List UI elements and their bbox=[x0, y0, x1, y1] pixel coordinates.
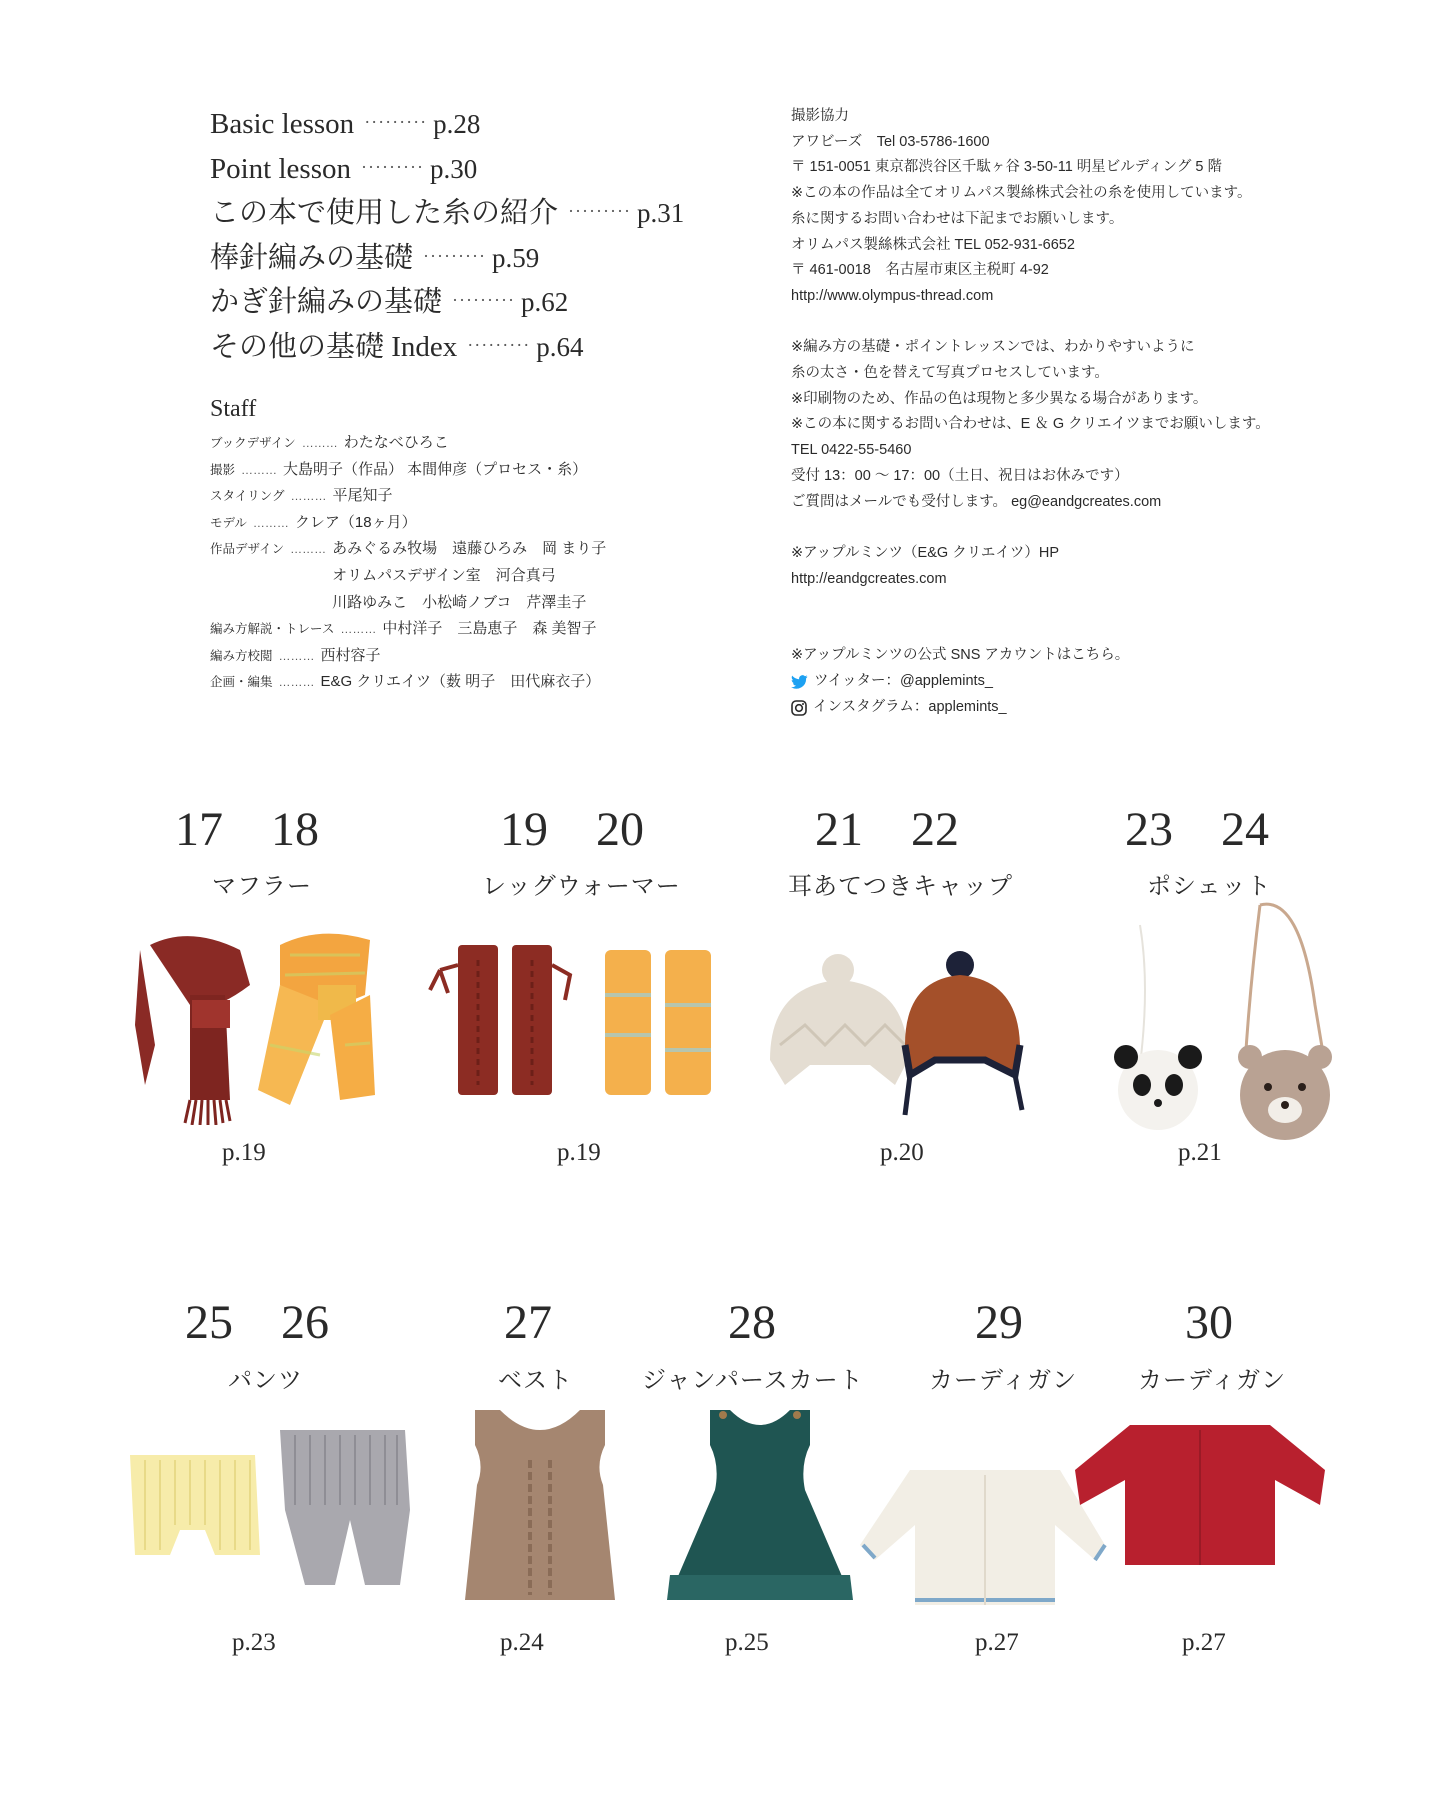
toc-label: Basic lesson bbox=[210, 108, 355, 140]
toc-entry[interactable] bbox=[210, 100, 770, 145]
toc-leader: ········· bbox=[364, 112, 428, 132]
info-line[interactable]: http://www.olympus-thread.com bbox=[791, 287, 994, 304]
toc-label: Point lesson bbox=[210, 152, 351, 185]
toc-page: p.30 bbox=[429, 153, 478, 184]
toc-page: p.28 bbox=[433, 109, 481, 139]
item-page-19-20: p.19 bbox=[557, 1139, 601, 1166]
toc-leader: ········· bbox=[467, 334, 531, 355]
info-line: 撮影協力 bbox=[791, 108, 849, 124]
item-number-17-18: 17 18 bbox=[175, 803, 320, 856]
item-title-pants: パンツ bbox=[228, 1367, 303, 1394]
staff-row bbox=[210, 536, 770, 616]
info-line: 〒 461-0018 名古屋市東区主税町 4-92 bbox=[791, 262, 1049, 279]
twitter-label: ツイッター：@applemints_ bbox=[814, 673, 993, 690]
instagram-label: インスタグラム：applemints_ bbox=[813, 698, 1007, 715]
toc-leader: ········· bbox=[568, 201, 631, 221]
toc-entry[interactable] bbox=[210, 145, 770, 190]
cream-cap bbox=[770, 954, 908, 1085]
toc-page: p.64 bbox=[536, 331, 584, 362]
staff-name: 川路ゆみこ 小松崎ノブコ 芹澤圭子 bbox=[332, 593, 587, 611]
staff-row bbox=[210, 483, 770, 510]
staff-names bbox=[321, 643, 381, 670]
toc-label: 棒針編みの基礎 bbox=[210, 241, 414, 274]
pochette-photo bbox=[1100, 865, 1350, 1140]
staff-list bbox=[210, 430, 770, 696]
item-page-23-24: p.21 bbox=[1178, 1139, 1222, 1166]
red-legwarmers bbox=[430, 945, 570, 1095]
photo-cooperation-block bbox=[791, 104, 1351, 310]
item-number-23-24: 23 24 bbox=[1125, 803, 1270, 856]
toc-label: この本で使用した糸の紹介 bbox=[210, 197, 559, 229]
item-title-muffler: マフラー bbox=[212, 873, 312, 900]
item-number-21-22: 21 22 bbox=[815, 803, 960, 856]
staff-role: 編み方解説・トレース bbox=[210, 622, 335, 637]
info-line: ※編み方の基礎・ポイントレッスンでは、わかりやすいように bbox=[791, 339, 1195, 356]
staff-names bbox=[332, 536, 606, 616]
staff-row bbox=[210, 643, 770, 670]
item-page-25-26: p.23 bbox=[232, 1629, 276, 1656]
staff-role: ブックデザイン bbox=[210, 436, 296, 450]
staff-name: 中村洋子 三島恵子 森 美智子 bbox=[382, 620, 597, 638]
vest-photo bbox=[455, 1405, 625, 1605]
staff-separator: ……… bbox=[290, 542, 327, 557]
item-number-27: 27 bbox=[504, 1296, 552, 1349]
staff-separator: ……… bbox=[278, 648, 315, 663]
info-line: ※この本に関するお問い合わせは、E ＆ G クリエイツまでお願いします。 bbox=[791, 416, 1270, 433]
staff-row bbox=[210, 430, 770, 457]
staff-row bbox=[210, 669, 770, 696]
staff-separator: ……… bbox=[278, 675, 315, 690]
item-title-legwarmer: レッグウォーマー bbox=[482, 873, 681, 900]
orange-scarf bbox=[258, 934, 375, 1105]
orange-legwarmers bbox=[605, 950, 711, 1095]
info-line: ※印刷物のため、作品の色は現物と多少異なる場合があります。 bbox=[791, 390, 1208, 407]
staff-name: クレア（18ヶ月） bbox=[294, 513, 417, 531]
staff-names bbox=[382, 616, 596, 643]
legwarmer-photo bbox=[420, 935, 720, 1105]
notes-block bbox=[791, 335, 1351, 515]
toc-leader: ········· bbox=[361, 156, 424, 177]
toc-label: かぎ針編みの基礎 bbox=[210, 286, 443, 318]
item-page-30: p.27 bbox=[1182, 1629, 1226, 1656]
info-line: 受付 13：00 ～ 17：00（土日、祝日はお休みです） bbox=[791, 467, 1129, 484]
staff-role: 企画・編集 bbox=[210, 675, 273, 690]
item-title-pochette: ポシェット bbox=[1147, 873, 1272, 900]
jumper-skirt-photo bbox=[665, 1405, 855, 1610]
item-number-28: 28 bbox=[728, 1296, 776, 1349]
staff-separator: ……… bbox=[340, 622, 377, 637]
staff-credits bbox=[210, 394, 770, 696]
info-line: アワビーズ Tel 03-5786-1600 bbox=[791, 133, 990, 150]
toc-entry[interactable] bbox=[210, 323, 770, 368]
staff-name: あみぐるみ牧場 遠藤ひろみ 岡 まり子 bbox=[332, 540, 607, 558]
info-line[interactable]: http://eandgcreates.com bbox=[791, 570, 947, 587]
info-line: TEL 0422-55-5460 bbox=[791, 442, 912, 459]
staff-name: 平尾知子 bbox=[332, 487, 393, 505]
pants-photo bbox=[125, 1415, 410, 1600]
toc-leader: ········· bbox=[423, 245, 486, 266]
grey-pants bbox=[280, 1430, 410, 1585]
toc-page: p.59 bbox=[491, 242, 540, 273]
staff-role: 撮影 bbox=[210, 462, 236, 477]
panda-pochette bbox=[1114, 1045, 1202, 1130]
toc-page: p.62 bbox=[520, 287, 569, 317]
item-number-19-20: 19 20 bbox=[500, 803, 645, 856]
staff-name: オリムパスデザイン室 河合真弓 bbox=[332, 566, 556, 584]
staff-names bbox=[321, 669, 601, 696]
staff-role: 作品デザイン bbox=[210, 542, 285, 557]
staff-role: 編み方校閲 bbox=[210, 648, 273, 663]
info-line: オリムパス製絲株式会社 TEL 052-931-6652 bbox=[791, 236, 1075, 253]
item-title-vest: ベスト bbox=[498, 1367, 573, 1394]
toc-entry[interactable] bbox=[210, 189, 770, 234]
cap-photo bbox=[760, 950, 1030, 1130]
red-scarf bbox=[135, 936, 250, 1125]
staff-names bbox=[333, 483, 393, 510]
instagram-account[interactable] bbox=[791, 695, 1351, 721]
item-title-cardigan-29: カーディガン bbox=[929, 1367, 1078, 1394]
staff-name: 西村容子 bbox=[320, 646, 381, 664]
staff-name: 大島明子（作品） 本間伸彦（プロセス・糸） bbox=[283, 460, 588, 478]
info-line: 〒 151-0051 東京都渋谷区千駄ヶ谷 3-50-11 明星ビルディング 5 階 bbox=[791, 159, 1222, 176]
info-line: ※この本の作品は全てオリムパス製絲株式会社の糸を使用しています。 bbox=[791, 185, 1252, 202]
toc-label: その他の基礎 Index bbox=[210, 330, 458, 363]
staff-names bbox=[283, 457, 587, 484]
item-page-27: p.24 bbox=[500, 1629, 544, 1656]
staff-names bbox=[295, 510, 417, 537]
homepage-block bbox=[791, 541, 1351, 592]
bear-pochette bbox=[1238, 1045, 1332, 1140]
info-line: 糸の太さ・色を替えて写真プロセスしています。 bbox=[791, 365, 1109, 382]
item-title-earflap-cap: 耳あてつきキャップ bbox=[788, 873, 1013, 900]
rust-cap bbox=[905, 951, 1022, 1115]
publisher-info bbox=[791, 104, 1351, 720]
item-page-17-18: p.19 bbox=[222, 1139, 266, 1166]
staff-heading: Staff bbox=[210, 396, 257, 422]
item-title-cardigan-30: カーディガン bbox=[1138, 1367, 1287, 1394]
staff-separator: ……… bbox=[290, 489, 327, 504]
twitter-account[interactable] bbox=[791, 669, 1351, 695]
toc-page: p.31 bbox=[636, 198, 685, 228]
info-line: 糸に関するお問い合わせは下記までお願いします。 bbox=[791, 210, 1124, 227]
staff-name: わたなべひろこ bbox=[343, 434, 449, 451]
item-page-28: p.25 bbox=[725, 1629, 769, 1656]
item-number-25-26: 25 26 bbox=[185, 1296, 330, 1349]
staff-role: スタイリング bbox=[210, 489, 285, 504]
item-page-21-22: p.20 bbox=[880, 1139, 924, 1166]
twitter-bird-icon bbox=[791, 675, 808, 689]
info-line: ご質問はメールでも受付します。 eg@eandgcreates.com bbox=[791, 493, 1162, 510]
sns-heading: ※アップルミンツの公式 SNS アカウントはこちら。 bbox=[791, 647, 1130, 664]
toc-entry[interactable] bbox=[210, 278, 770, 323]
toc-entry[interactable] bbox=[210, 234, 770, 279]
staff-row bbox=[210, 457, 770, 484]
item-page-29: p.27 bbox=[975, 1629, 1019, 1656]
yellow-pants bbox=[130, 1455, 260, 1555]
scarf-photo bbox=[130, 925, 380, 1125]
staff-row bbox=[210, 616, 770, 643]
staff-separator: ……… bbox=[241, 462, 278, 477]
staff-separator: ……… bbox=[301, 436, 338, 450]
red-cardigan-photo bbox=[1070, 1420, 1330, 1570]
staff-separator: ……… bbox=[252, 515, 289, 530]
item-number-29: 29 bbox=[975, 1296, 1023, 1349]
instagram-icon bbox=[791, 700, 807, 716]
staff-row bbox=[210, 510, 770, 537]
item-number-30: 30 bbox=[1185, 1296, 1233, 1349]
toc-leader: ········· bbox=[452, 290, 515, 310]
staff-name: E&G クリエイツ（薮 明子 田代麻衣子） bbox=[320, 673, 601, 691]
staff-names bbox=[344, 430, 449, 457]
table-of-contents bbox=[210, 100, 770, 367]
item-title-jumper-skirt: ジャンパースカート bbox=[642, 1367, 864, 1394]
staff-role: モデル bbox=[210, 515, 247, 530]
info-line: ※アップルミンツ（E&G クリエイツ）HP bbox=[791, 544, 1060, 561]
